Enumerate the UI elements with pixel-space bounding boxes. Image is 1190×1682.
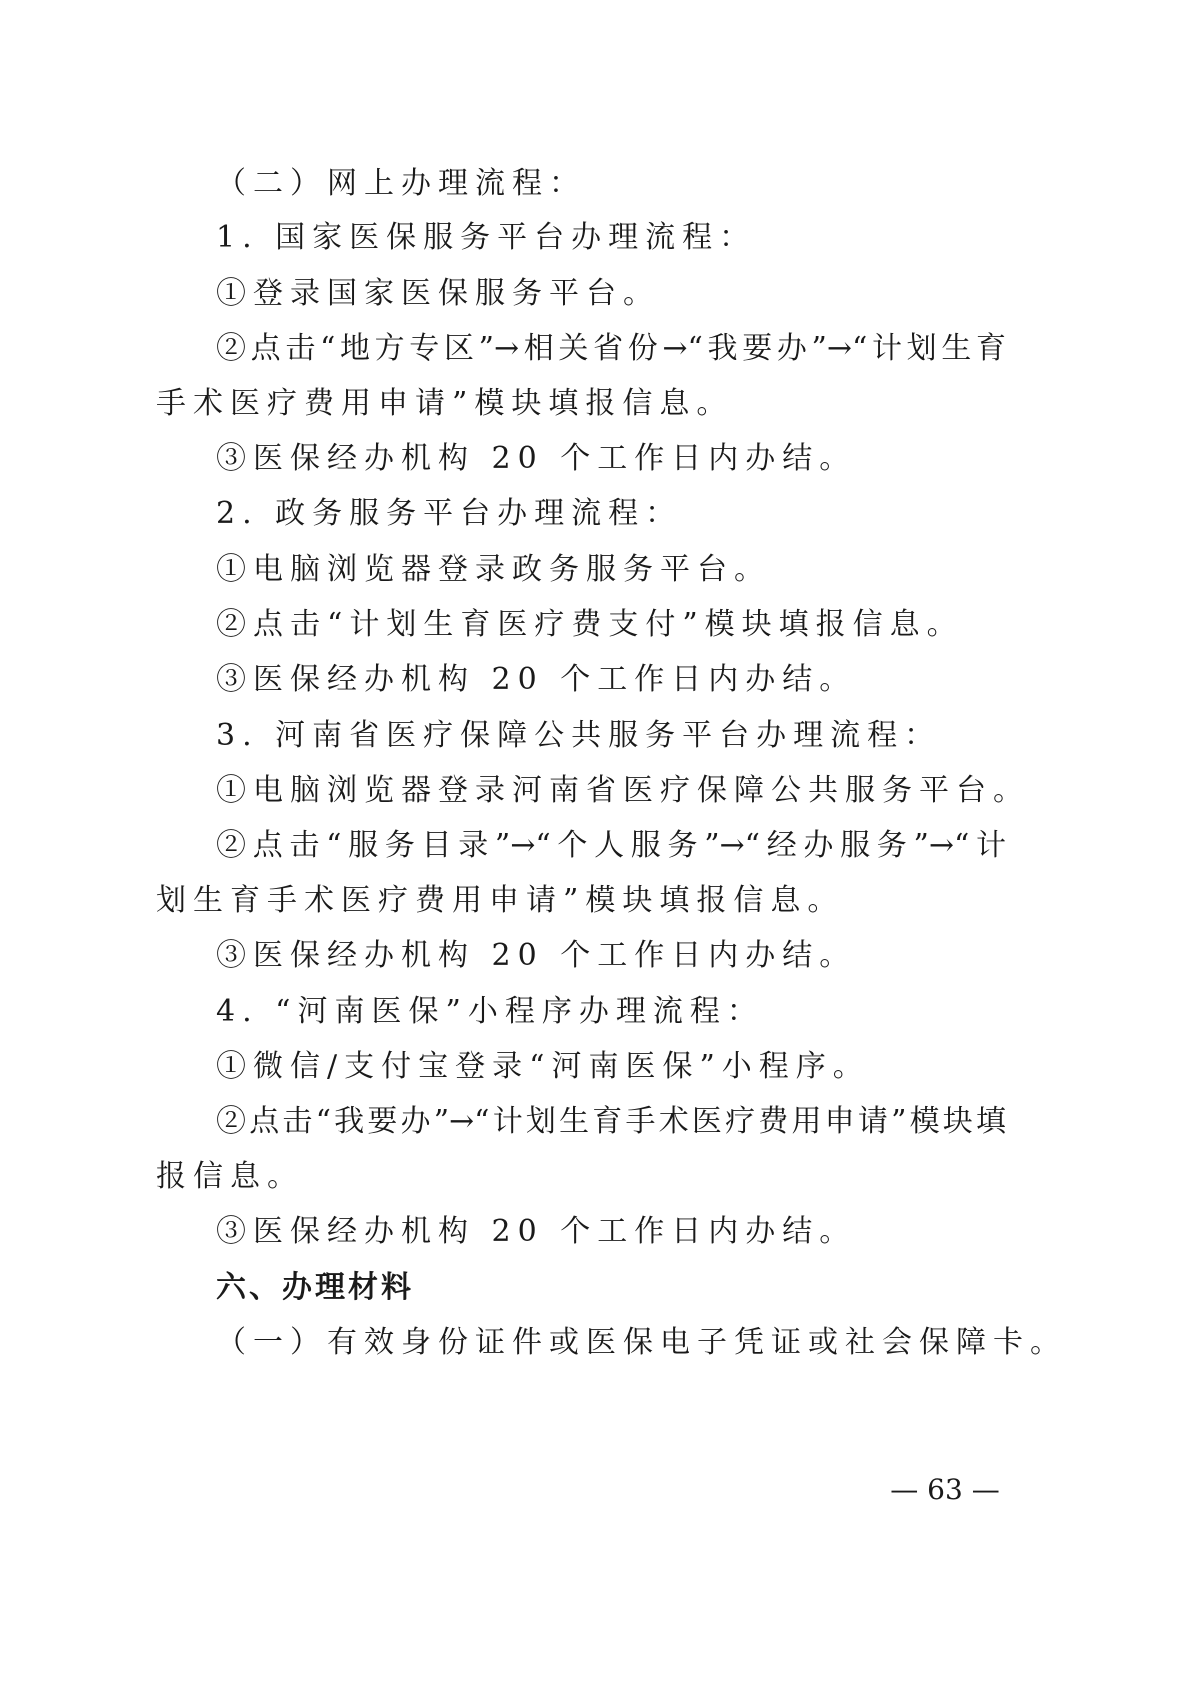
step-text-continuation: 手术医疗费用申请”模块填报信息。: [156, 386, 734, 421]
step-text: ③医保经办机构 20 个工作日内办结。: [216, 441, 857, 476]
item-heading-mini-program: 4. “河南医保”小程序办理流程：: [216, 994, 764, 1029]
step-text: ①微信/支付宝登录“河南医保”小程序。: [216, 1049, 870, 1084]
material-item: （一）有效身份证件或医保电子凭证或社会保障卡。: [216, 1325, 1067, 1360]
item-heading-government-platform: 2. 政务服务平台办理流程：: [216, 496, 683, 531]
step-text: ③医保经办机构 20 个工作日内办结。: [216, 662, 857, 697]
item-heading-henan-platform: 3. 河南省医疗保障公共服务平台办理流程：: [216, 718, 942, 753]
step-text: ③医保经办机构 20 个工作日内办结。: [216, 1214, 857, 1249]
step-text: ①电脑浏览器登录河南省医疗保障公共服务平台。: [216, 773, 1030, 808]
item-heading-national-platform: 1. 国家医保服务平台办理流程：: [216, 220, 757, 255]
step-text: ①登录国家医保服务平台。: [216, 276, 660, 311]
step-text: ②点击“我要办”→“计划生育手术医疗费用申请”模块填: [216, 1104, 1006, 1139]
section-heading-materials: 六、办理材料: [216, 1270, 414, 1305]
section-subheading-online-process: （二）网上办理流程：: [216, 166, 586, 201]
step-text: ②点击“计划生育医疗费支付”模块填报信息。: [216, 607, 964, 642]
step-text: ②点击“地方专区”→相关省份→“我要办”→“计划生育: [216, 331, 1006, 366]
step-text: ③医保经办机构 20 个工作日内办结。: [216, 938, 857, 973]
page-number: — 63 —: [890, 1473, 1000, 1506]
step-text-continuation: 划生育手术医疗费用申请”模块填报信息。: [156, 883, 845, 918]
step-text: ①电脑浏览器登录政务服务平台。: [216, 552, 771, 587]
step-text: ②点击“服务目录”→“个人服务”→“经办服务”→“计: [216, 828, 1006, 863]
step-text-continuation: 报信息。: [156, 1159, 304, 1194]
